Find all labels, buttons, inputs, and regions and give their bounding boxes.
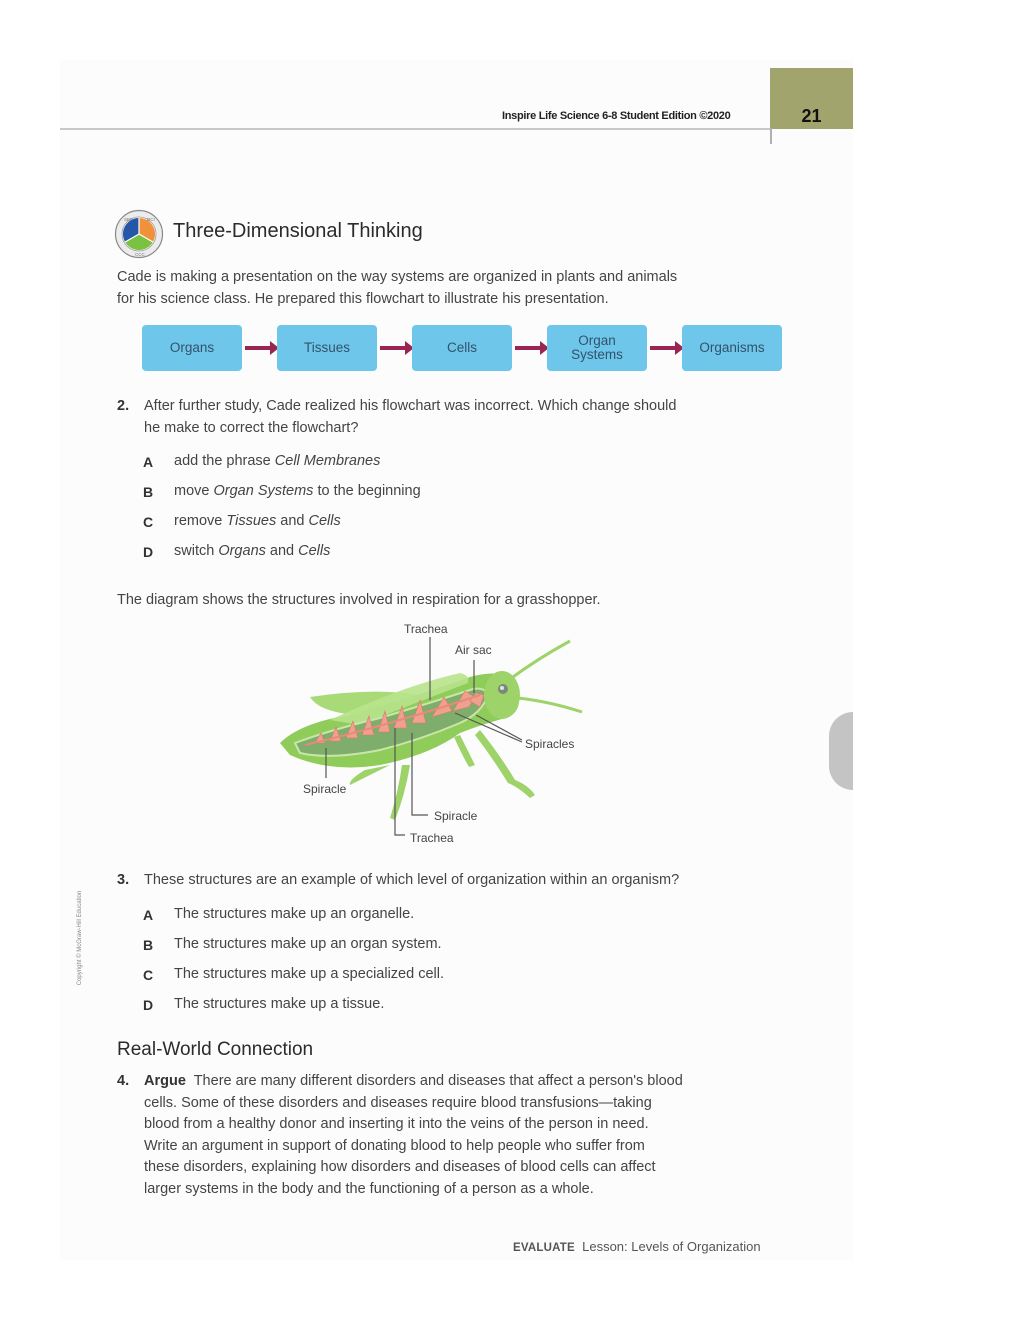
svg-text:SEP: SEP [124,217,134,222]
flow-box-tissues: Tissues [277,325,377,371]
question-number: 3. [117,872,130,888]
copyright-notice: Copyright © McGraw-Hill Education [77,890,83,986]
label-spiracle-left: Spiracle [303,782,347,796]
argue-keyword: Argue [144,1073,186,1089]
option-letter[interactable]: D [143,997,154,1013]
three-dimensional-thinking-icon [114,209,164,259]
option-letter[interactable]: A [143,454,154,470]
intro-line: for his science class. He prepared this flowchart to illustrate his presentation. [117,290,609,307]
question-line: After further study, Cade realized his flowchart was incorrect. Which change should [144,398,677,414]
q2-option-c[interactable]: remove Tissues and Cells [174,513,341,529]
q2-option-a[interactable]: add the phrase Cell Membranes [174,453,381,469]
option-letter[interactable]: A [143,907,154,923]
q2-option-d[interactable]: switch Organs and Cells [174,543,331,559]
arrow-icon [650,346,678,350]
flow-box-organs: Organs [142,325,242,371]
question-line: he make to correct the flowchart? [144,419,359,436]
arrow-icon [515,346,543,350]
book-title: Inspire Life Science 6-8 Student Edition ©2020 [502,110,731,122]
intro-line: Cade is making a presentation on the way systems are organized in plants and animals [117,269,678,285]
flowchart [142,325,784,371]
header-divider [60,128,770,130]
question-2-text [144,396,754,439]
footer-lesson: Lesson: Levels of Organization [582,1239,761,1254]
label-spiracles: Spiracles [525,737,575,751]
option-letter[interactable]: B [143,484,154,500]
label-air-sac: Air sac [455,643,492,657]
side-page-tab[interactable] [829,712,853,790]
question-number: 2. [117,398,130,414]
footer-label: EVALUATE [513,1242,575,1254]
arrow-icon [245,346,273,350]
label-trachea-bottom: Trachea [410,831,454,845]
q3-option-b[interactable]: The structures make up an organ system. [174,936,442,952]
svg-text:CCC: CCC [135,252,145,257]
question-4-text: Argue There are many different disorders and diseases that affect a person's blood cells. Some of these disorders and diseases require blood transfusions—taking blood from a healthy donor and inserting it into the veins of the person in need. Write an argument in support of donating blood to help people who suffer from these disorders, explaining how disorders and diseases of blood cells can affect larger systems in the body and the functioning of a person as a whole. [144,1073,683,1197]
flow-box-organ-systems: Organ Systems [547,325,647,371]
flow-box-organisms: Organisms [682,325,782,371]
option-letter[interactable]: D [143,544,154,560]
real-world-title: Real-World Connection [117,1039,314,1060]
diagram-caption: The diagram shows the structures involved in respiration for a grasshopper. [117,592,601,608]
arrow-icon [380,346,408,350]
section-title: Three-Dimensional Thinking [173,220,423,242]
option-letter[interactable]: B [143,937,154,953]
question-3-text: These structures are an example of which level of organization within an organism? [144,872,680,888]
intro-paragraph [117,267,757,310]
page-tab-divider [770,128,772,144]
option-letter[interactable]: C [143,967,154,983]
flow-box-cells: Cells [412,325,512,371]
q3-option-d[interactable]: The structures make up a tissue. [174,996,385,1012]
label-spiracle-bottom: Spiracle [434,809,478,823]
q3-option-a[interactable]: The structures make up an organelle. [174,906,415,922]
label-trachea-top: Trachea [404,622,448,636]
option-letter[interactable]: C [143,514,154,530]
page-footer [513,1239,761,1254]
q3-option-c[interactable]: The structures make up a specialized cell. [174,966,444,982]
svg-text:DCI: DCI [147,217,155,222]
grasshopper-diagram [270,615,600,855]
question-number: 4. [117,1073,130,1089]
q2-option-b[interactable]: move Organ Systems to the beginning [174,483,421,499]
page-number: 21 [801,106,822,126]
